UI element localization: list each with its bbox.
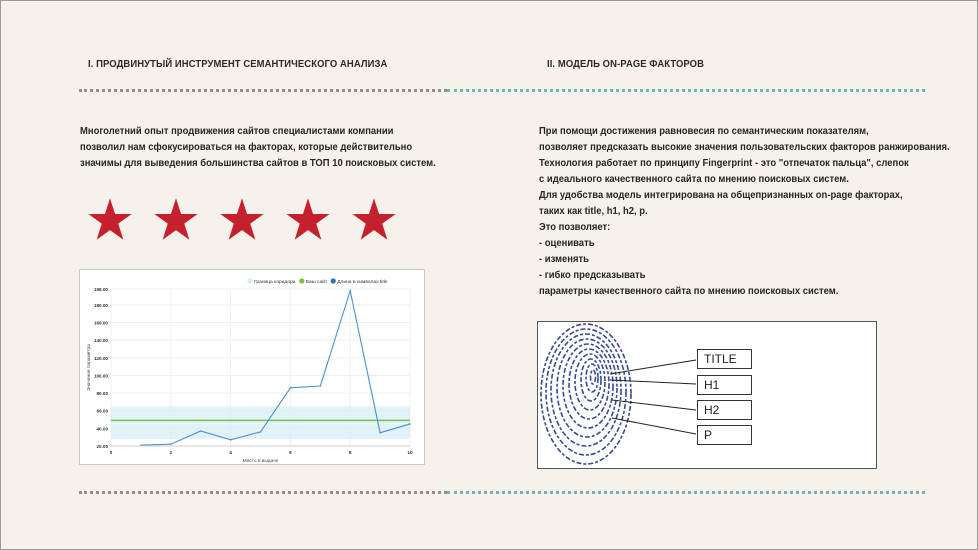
- legend-swatch: [299, 278, 304, 283]
- data-point: [409, 423, 411, 425]
- x-tick-label: 10: [407, 451, 413, 456]
- right-line: параметры качественного сайта по мнению поисковых систем.: [539, 285, 839, 297]
- left-line: значимы для выведения большинства сайтов в ТОП 10 поисковых систем.: [80, 157, 436, 169]
- y-tick-label: 140.00: [93, 338, 108, 344]
- star-icon: [285, 197, 331, 243]
- right-heading: II. МОДЕЛЬ ON-PAGE ФАКТОРОВ: [547, 58, 705, 70]
- y-tick-label: 40.00: [96, 426, 108, 432]
- legend-swatch: [247, 278, 252, 283]
- data-point: [260, 431, 262, 433]
- y-tick-label: 198.00: [93, 287, 108, 292]
- x-tick-label: 8: [348, 451, 352, 456]
- right-line: - гибко предсказывать: [539, 269, 646, 281]
- data-point: [200, 430, 202, 432]
- right-paragraph: [539, 123, 950, 299]
- right-line: Технология работает по принципу Fingerprint - это "отпечаток пальца", слепок: [539, 157, 909, 169]
- right-line: Для удобства модель интегрирована на общепризнанных on-page факторах,: [539, 189, 903, 201]
- right-line: - изменять: [539, 253, 589, 265]
- data-point: [349, 290, 351, 292]
- data-point: [290, 387, 292, 389]
- title-label: TITLE: [697, 349, 752, 369]
- h2-label: H2: [697, 400, 752, 420]
- right-line: - оценивать: [539, 237, 595, 249]
- corridor-band: [111, 406, 410, 439]
- legend-label: Ваш сайт: [305, 279, 328, 285]
- star-icon: [153, 197, 199, 243]
- chart-panel: [79, 269, 425, 465]
- right-line: позволяет предсказать высокие значения пользовательских факторов ранжирования.: [539, 141, 950, 153]
- left-paragraph: [80, 123, 436, 171]
- x-axis-title: Место в выдаче: [242, 459, 279, 464]
- left-line: Многолетний опыт продвижения сайтов специалистами компании: [80, 125, 394, 137]
- right-line: Это позволяет:: [539, 221, 611, 233]
- x-tick-label: 6: [289, 451, 292, 456]
- right-line: с идеального качественного сайта по мнению поисковых систем.: [539, 173, 849, 185]
- star-icon: [351, 197, 397, 243]
- h1-label: H1: [697, 375, 752, 395]
- x-tick-label: 2: [169, 451, 173, 456]
- star-icon: [219, 197, 265, 243]
- y-tick-label: 100.00: [93, 373, 108, 379]
- legend-swatch: [331, 278, 336, 283]
- data-point: [230, 439, 232, 441]
- p-label: P: [697, 425, 752, 445]
- x-tick-label: 0: [109, 451, 113, 456]
- y-tick-label: 60.00: [96, 408, 108, 414]
- y-tick-label: 120.00: [93, 355, 108, 361]
- y-axis-title: Значение параметра: [87, 344, 92, 391]
- left-heading: I. ПРОДВИНУТЫЙ ИНСТРУМЕНТ СЕМАНТИЧЕСКОГО АНАЛИЗА: [88, 58, 388, 70]
- y-tick-label: 20.00: [96, 444, 108, 449]
- left-line: позволил нам сфокусироваться на факторах, которые действительно: [80, 141, 413, 153]
- line-chart: [80, 270, 424, 464]
- y-tick-label: 180.00: [93, 302, 108, 308]
- legend-label: Граница коридора: [254, 279, 296, 285]
- right-line: При помощи достижения равновесия по семантическим показателям,: [539, 125, 869, 137]
- star-icon: [87, 197, 133, 243]
- data-point: [320, 385, 322, 387]
- y-tick-label: 80.00: [96, 391, 108, 397]
- right-line: таких как title, h1, h2, p.: [539, 205, 648, 217]
- data-point: [170, 443, 172, 445]
- fingerprint-panel: [537, 321, 877, 469]
- x-tick-label: 4: [229, 451, 232, 456]
- data-point: [379, 432, 381, 434]
- fingerprint-icon: [538, 322, 876, 468]
- legend-label: Длина в символах title: [337, 279, 388, 285]
- star-rating: [87, 197, 397, 243]
- y-tick-label: 160.00: [93, 320, 108, 326]
